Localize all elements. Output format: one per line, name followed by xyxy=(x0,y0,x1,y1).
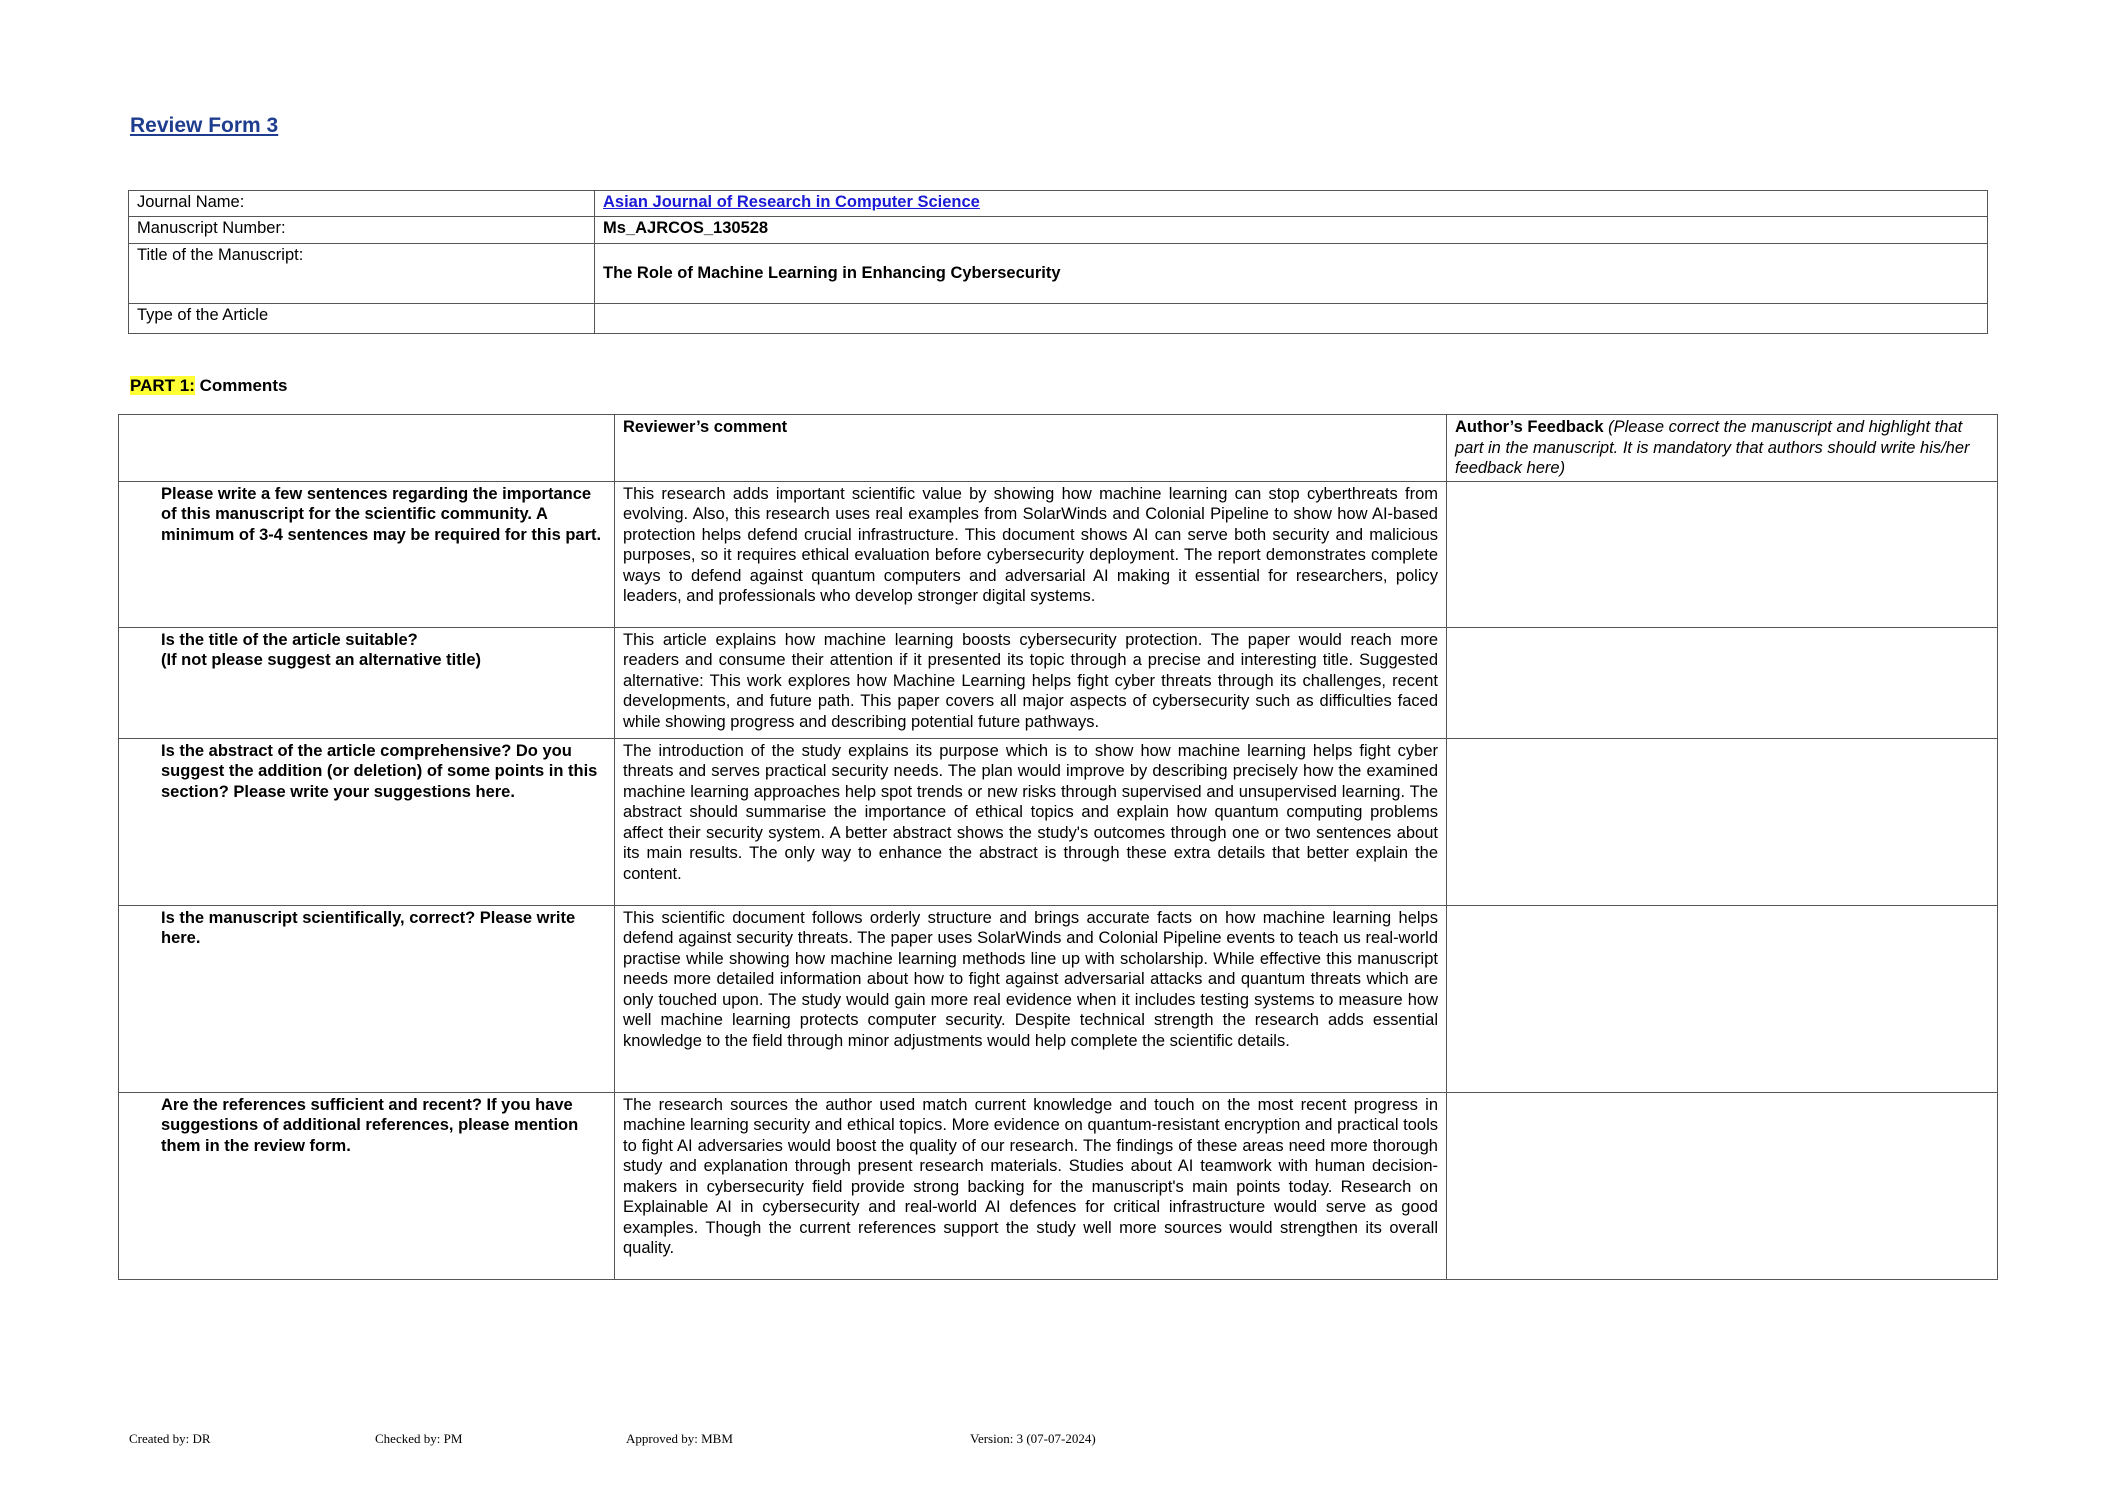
author-feedback-field[interactable] xyxy=(1447,627,1998,738)
author-feedback-instructions: (Please correct the manuscript and highlight that part in the manuscript. It is mandatory that authors should write his/her feedback here) xyxy=(1455,418,1970,477)
journal-name-label: Journal Name: xyxy=(129,191,595,217)
author-feedback-field[interactable] xyxy=(1447,738,1998,905)
question-references: Are the references sufficient and recent? If you have suggestions of additional references, please mention them in the review form. xyxy=(119,1092,615,1279)
question-scientific: Is the manuscript scientifically, correct? Please write here. xyxy=(119,905,615,1092)
table-row xyxy=(119,627,1998,738)
journal-name-row xyxy=(129,191,1988,217)
journal-name-cell xyxy=(595,191,1988,217)
page-title[interactable]: Review Form 3 xyxy=(130,114,279,137)
footer-created: Created by: DR xyxy=(129,1431,211,1446)
question-importance: Please write a few sentences regarding the importance of this manuscript for the scientific community. A minimum of 3-4 sentences may be required for this part. xyxy=(119,481,615,627)
reviewer-comment: The introduction of the study explains its purpose which is to show how machine learning helps fight cyber threats and serves practical security needs. The plan would improve by describing precisely how the examined machine learning approaches help spot trends or new risks through supervised and unsupervised learning. The abstract should summarise the importance of ethical topics and explain how quantum computing problems affect their security system. A better abstract shows the study's outcomes through one or two sentences about its main results. The only way to enhance the abstract is through these extra details that better explain the content. xyxy=(615,738,1447,905)
comments-table xyxy=(118,414,1998,1280)
footer-version: Version: 3 (07-07-2024) xyxy=(970,1431,1096,1446)
article-type-row xyxy=(129,304,1988,334)
part1-label: Comments xyxy=(194,376,288,395)
manuscript-title-row xyxy=(129,244,1988,304)
part1-heading xyxy=(130,376,287,396)
header-empty-cell xyxy=(119,415,615,482)
journal-name-link[interactable]: Asian Journal of Research in Computer Science xyxy=(603,193,980,211)
reviewer-comment: This research adds important scientific value by showing how machine learning can stop cyberthreats from evolving. Also, this research uses real examples from SolarWinds and Colonial Pipeline to show how AI-based protection helps defend crucial infrastructure. This document shows AI can serve both security and malicious purposes, so it requires ethical evaluation before cybersecurity deployment. The report demonstrates complete ways to defend against quantum computers and adversarial AI making it essential for researchers, policy leaders, and professionals who develop stronger digital systems. xyxy=(615,481,1447,627)
author-feedback-header xyxy=(1447,415,1998,482)
author-feedback-field[interactable] xyxy=(1447,1092,1998,1279)
footer-checked: Checked by: PM xyxy=(375,1431,463,1446)
footer-approved: Approved by: MBM xyxy=(626,1431,733,1446)
article-type-label: Type of the Article xyxy=(129,304,595,334)
part1-tag: PART 1: xyxy=(130,376,195,395)
reviewer-comment-header: Reviewer’s comment xyxy=(615,415,1447,482)
table-row xyxy=(119,905,1998,1092)
question-abstract: Is the abstract of the article comprehensive? Do you suggest the addition (or deletion) of some points in this section? Please write your suggestions here. xyxy=(119,738,615,905)
manuscript-number-row xyxy=(129,217,1988,244)
manuscript-number-label: Manuscript Number: xyxy=(129,217,595,244)
table-row xyxy=(119,1092,1998,1279)
reviewer-comment: This article explains how machine learning boosts cybersecurity protection. The paper would reach more readers and consume their attention if it presented its topic through a precise and interesting title. Suggested alternative: This work explores how Machine Learning helps fight cyber threats through its challenges, recent developments, and future path. This paper covers all major aspects of cybersecurity such as difficulties faced while showing progress and describing potential future pathways. xyxy=(615,627,1447,738)
author-feedback-field[interactable] xyxy=(1447,905,1998,1092)
question-title: Is the title of the article suitable? (If not please suggest an alternative title) xyxy=(119,627,615,738)
table-row xyxy=(119,738,1998,905)
author-feedback-field[interactable] xyxy=(1447,481,1998,627)
comments-header-row xyxy=(119,415,1998,482)
table-row xyxy=(119,481,1998,627)
manuscript-title-value: The Role of Machine Learning in Enhancing Cybersecurity xyxy=(595,244,1988,304)
manuscript-info-table xyxy=(128,190,1988,334)
manuscript-number-value: Ms_AJRCOS_130528 xyxy=(595,217,1988,244)
manuscript-title-label: Title of the Manuscript: xyxy=(129,244,595,304)
reviewer-comment: The research sources the author used match current knowledge and touch on the most recent progress in machine learning security and ethical topics. More evidence on quantum-resistant encryption and practical tools to fight AI adversaries would boost the quality of our research. The findings of these areas need more thorough study and explanation through present research materials. Studies about AI teamwork with human decision-makers in cybersecurity field provide strong backing for the manuscript's main points today. Research on Explainable AI in cybersecurity and real-world AI defences for critical infrastructure would serve as good examples. Though the current references support the study well more sources would strengthen its overall quality. xyxy=(615,1092,1447,1279)
author-feedback-title: Author’s Feedback xyxy=(1455,418,1604,436)
reviewer-comment: This scientific document follows orderly structure and brings accurate facts on how machine learning helps defend against security threats. The paper uses SolarWinds and Colonial Pipeline events to teach us real-world practise while showing how machine learning methods line up with scholarship. While effective this manuscript needs more detailed information about how to fight against adversarial attacks and quantum threats which are only touched upon. The study would gain more real evidence when it includes testing systems to measure how well machine learning protects computer security. Despite technical strength the research adds essential knowledge to the field through minor adjustments would help complete the scientific details. xyxy=(615,905,1447,1092)
article-type-value[interactable] xyxy=(595,304,1988,334)
